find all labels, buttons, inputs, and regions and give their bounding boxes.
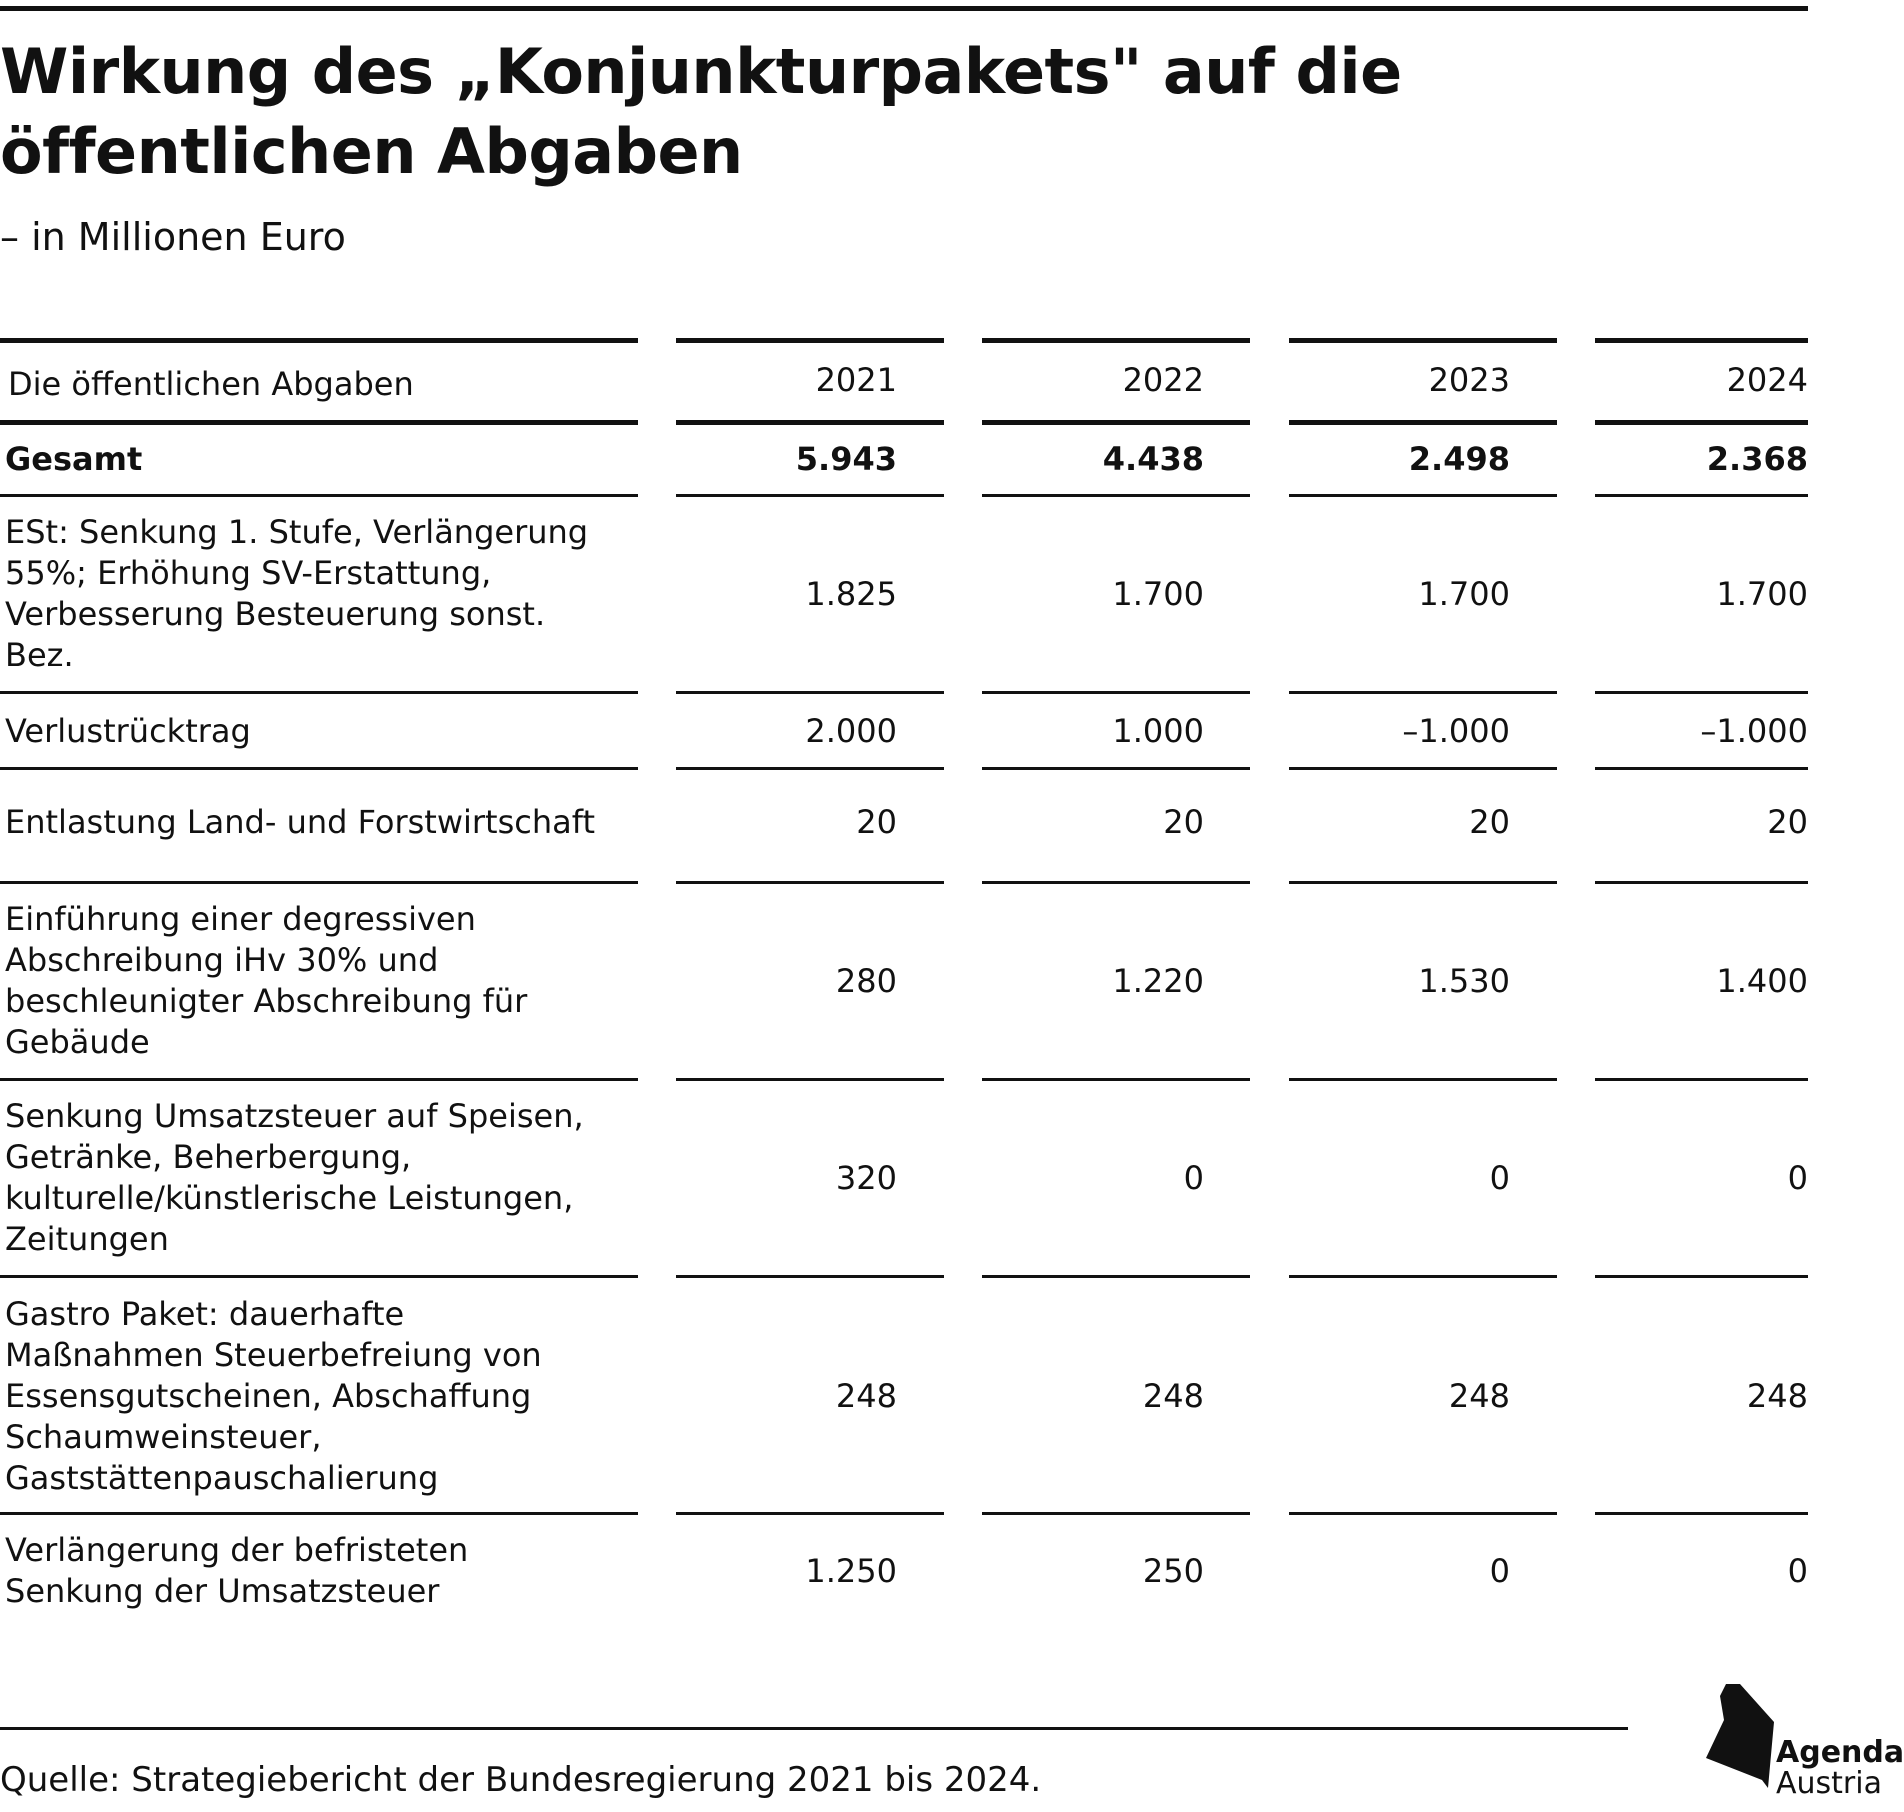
- table-cell-value: 5.943: [795, 439, 897, 478]
- table-rule: [0, 881, 638, 884]
- table-rule: [1289, 881, 1557, 884]
- table-rule: [1289, 1078, 1557, 1081]
- logo-text-line1: Agenda: [1776, 1735, 1904, 1770]
- table-rule: [0, 420, 638, 425]
- table-cell-value: 320: [835, 1158, 897, 1197]
- table-cell-value: 248: [1448, 1376, 1510, 1415]
- table-rule: [982, 494, 1250, 497]
- table-rule: [676, 767, 944, 770]
- table-rule: [1595, 767, 1808, 770]
- table-rule: [676, 420, 944, 425]
- table-cell-value: –1.000: [1700, 711, 1808, 750]
- table-rule: [1595, 691, 1808, 694]
- table-cell-value: 250: [1142, 1551, 1204, 1590]
- table-rule: [982, 691, 1250, 694]
- table-rule: [676, 1275, 944, 1278]
- table-cell-value: 1.700: [1112, 574, 1204, 613]
- table-rule: [982, 881, 1250, 884]
- table-cell-value: 20: [1469, 802, 1510, 841]
- table-cell-value: 0: [1489, 1158, 1510, 1197]
- table-cell-value: 0: [1183, 1158, 1204, 1197]
- footer-rule: [0, 1727, 1628, 1730]
- table-rule: [1595, 1078, 1808, 1081]
- table-rule: [1595, 420, 1808, 425]
- table-rule: [676, 1512, 944, 1515]
- table-rule: [1595, 494, 1808, 497]
- table-cell-value: 280: [835, 961, 897, 1000]
- column-header-year: 2022: [1122, 361, 1204, 399]
- table-rule: [0, 338, 638, 343]
- table-rule: [0, 1275, 638, 1278]
- table-cell-value: 20: [1767, 802, 1808, 841]
- row-label: Verlängerung der befristeten Senkung der Umsatzsteuer: [5, 1531, 469, 1610]
- table-cell-value: –1.000: [1402, 711, 1510, 750]
- table-cell-value: 20: [856, 802, 897, 841]
- table-rule: [0, 1078, 638, 1081]
- source-note: Quelle: Strategiebericht der Bundesregierung 2021 bis 2024.: [0, 1760, 1042, 1800]
- table-cell-value: 1.530: [1418, 961, 1510, 1000]
- column-header-year: 2024: [1726, 361, 1808, 399]
- table-cell-value: 1.220: [1112, 961, 1204, 1000]
- table-rule: [982, 338, 1250, 343]
- row-label: Gastro Paket: dauerhafte Maßnahmen Steuerbefreiung von Essensgutscheinen, Abschaffung Schaumweinsteuer, Gaststättenpauschalierung: [5, 1294, 542, 1497]
- table-rule: [1289, 767, 1557, 770]
- table-rule: [0, 1512, 638, 1515]
- row-label: Gesamt: [5, 439, 143, 478]
- table-rule: [1289, 494, 1557, 497]
- table-rule: [982, 767, 1250, 770]
- chart-subtitle: – in Millionen Euro: [0, 215, 346, 259]
- table-rule: [676, 494, 944, 497]
- table-cell-value: 1.250: [805, 1551, 897, 1590]
- table-rule: [1595, 1275, 1808, 1278]
- row-label: Verlustrücktrag: [5, 711, 251, 750]
- table-rule: [676, 691, 944, 694]
- table-rule: [1289, 338, 1557, 343]
- table-rule: [1289, 1512, 1557, 1515]
- table-cell-value: 248: [1746, 1376, 1808, 1415]
- row-label: Einführung einer degressiven Abschreibung iHv 30% und beschleunigter Abschreibung für Gebäude: [5, 900, 528, 1061]
- table-cell-value: 248: [835, 1376, 897, 1415]
- table-rule: [676, 338, 944, 343]
- table-cell-value: 1.700: [1716, 574, 1808, 613]
- logo-text-line2: Austria: [1776, 1766, 1882, 1801]
- table-rule: [1595, 881, 1808, 884]
- column-header-year: 2023: [1428, 361, 1510, 399]
- table-rule: [676, 881, 944, 884]
- table-cell-value: 0: [1787, 1158, 1808, 1197]
- table-rule: [1595, 1512, 1808, 1515]
- table-rule: [1595, 338, 1808, 343]
- row-label: ESt: Senkung 1. Stufe, Verlängerung 55%; Erhöhung SV-Erstattung, Verbesserung Besteuerung sonst. Bez.: [5, 513, 589, 674]
- table-cell-value: 2.368: [1706, 439, 1808, 478]
- table-rule: [982, 1512, 1250, 1515]
- table-cell-value: 2.498: [1408, 439, 1510, 478]
- table-rule: [1289, 420, 1557, 425]
- table-rule: [1289, 1275, 1557, 1278]
- row-label: Senkung Umsatzsteuer auf Speisen, Getränke, Beherbergung, kulturelle/künstlerische Leistungen, Zeitungen: [5, 1097, 584, 1258]
- table-cell-value: 1.000: [1112, 711, 1204, 750]
- table-cell-value: 0: [1787, 1551, 1808, 1590]
- column-header-year: 2021: [815, 361, 897, 399]
- row-label: Entlastung Land- und Forstwirtschaft: [5, 802, 595, 841]
- table-rule: [982, 1078, 1250, 1081]
- table-rule: [0, 767, 638, 770]
- column-header-label: Die öffentlichen Abgaben: [8, 365, 414, 403]
- chart-title: Wirkung des „Konjunkturpakets" auf die öffentlichen Abgaben: [0, 35, 1402, 188]
- table-cell-value: 0: [1489, 1551, 1510, 1590]
- agenda-austria-logo: [1700, 1680, 1904, 1812]
- table-cell-value: 2.000: [805, 711, 897, 750]
- table-rule: [982, 1275, 1250, 1278]
- table-rule: [0, 494, 638, 497]
- table-cell-value: 4.438: [1102, 439, 1204, 478]
- table-cell-value: 1.700: [1418, 574, 1510, 613]
- table-rule: [0, 691, 638, 694]
- table-rule: [1289, 691, 1557, 694]
- table-cell-value: 20: [1163, 802, 1204, 841]
- table-cell-value: 248: [1142, 1376, 1204, 1415]
- table-rule: [676, 1078, 944, 1081]
- table-rule: [982, 420, 1250, 425]
- table-cell-value: 1.825: [805, 574, 897, 613]
- table-cell-value: 1.400: [1716, 961, 1808, 1000]
